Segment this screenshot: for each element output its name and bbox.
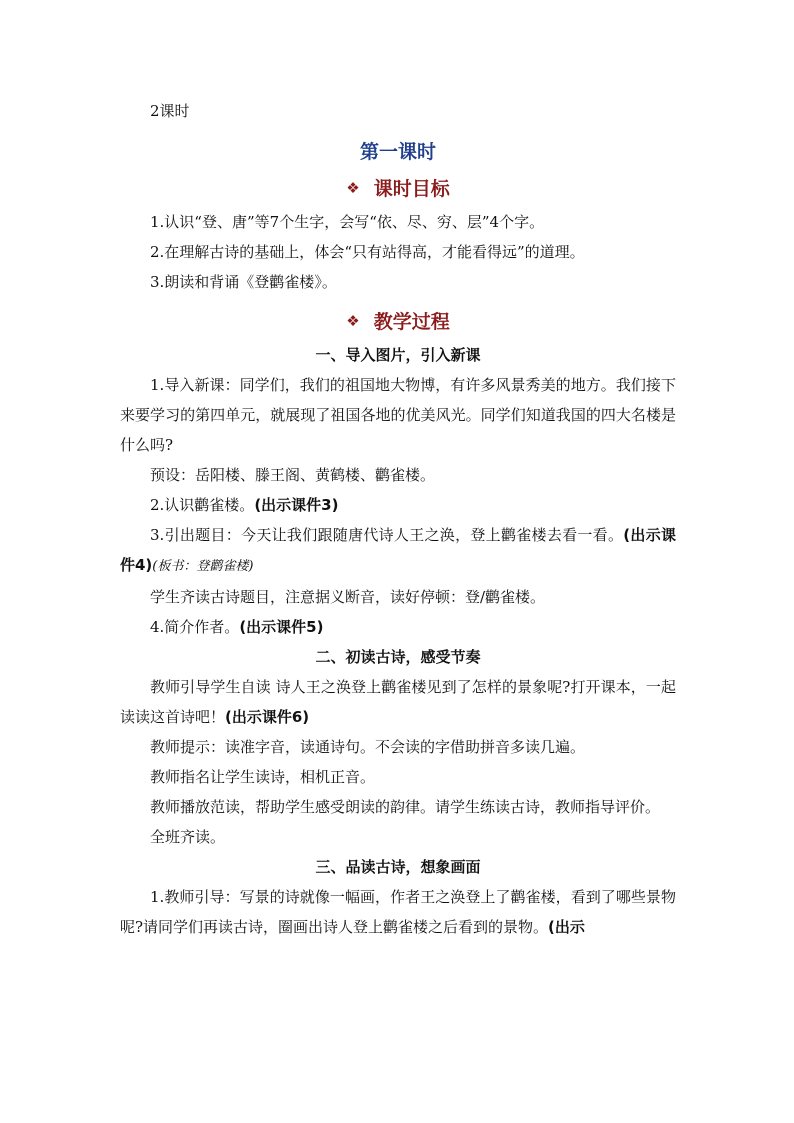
part1-paragraph-5: 学生齐读古诗题目，注意据义断音，读好停顿：登/鹳雀楼。 — [150, 588, 546, 606]
objective-item-2: 2.在理解古诗的基础上，体会“只有站得高，才能看得远”的道理。 — [150, 243, 585, 261]
part2-paragraph-1 — [120, 672, 676, 732]
part1-paragraph-4 — [120, 520, 676, 582]
part1-paragraph-3 — [120, 490, 676, 520]
courseware-ref: (出示课件5) — [239, 618, 324, 636]
part3-title: 三、品读古诗，想象画面 — [315, 858, 481, 876]
part1-paragraph-4-text: 3.引出题目：今天让我们跟随唐代诗人王之涣，登上鹳雀楼去看一看。 — [150, 526, 624, 544]
courseware-ref: (出示课件4) — [120, 526, 676, 574]
diamond-icon: ❖ — [346, 312, 360, 330]
courseware-ref: (出示 — [548, 918, 585, 936]
part1-paragraph-6 — [120, 612, 676, 642]
part2-title: 二、初读古诗，感受节奏 — [315, 648, 481, 666]
part1-paragraph-2: 预设：岳阳楼、滕王阁、黄鹤楼、鹳雀楼。 — [150, 466, 436, 484]
objective-item-3: 3.朗读和背诵《登鹳雀楼》。 — [150, 273, 337, 291]
part1-paragraph-6-text: 4.简介作者。 — [150, 618, 240, 636]
objectives-heading — [120, 170, 676, 207]
part1-paragraph-3-text: 2.认识鹳雀楼。 — [150, 496, 255, 514]
part2-paragraph-1-text: 教师引导学生自读 诗人王之涣登上鹳雀楼见到了怎样的景象呢?打开课本，一起读读这首诗吧！ — [120, 678, 676, 726]
document-page — [120, 96, 676, 942]
part1-paragraph-1: 1.导入新课：同学们，我们的祖国地大物博，有许多风景秀美的地方。我们接下来要学习的第四单元，就展现了祖国各地的优美风光。同学们知道我国的四大名楼是什么吗? — [120, 376, 676, 454]
part3-paragraph-1 — [120, 882, 676, 942]
part3-paragraph-1-text: 1.教师引导：写景的诗就像一幅画，作者王之涣登上了鹳雀楼，看到了哪些景物呢?请同学们再读古诗，圈画出诗人登上鹳雀楼之后看到的景物。 — [120, 888, 676, 936]
objectives-title: 课时目标 — [373, 178, 450, 200]
part2-paragraph-4: 教师播放范读，帮助学生感受朗读的韵律。请学生练读古诗，教师指导评价。 — [150, 798, 661, 816]
courseware-ref: (出示课件3) — [254, 496, 339, 514]
class-hours: 2课时 — [150, 102, 190, 120]
part1-title: 一、导入图片，引入新课 — [315, 346, 481, 364]
lesson-title: 第一课时 — [359, 141, 436, 163]
process-title: 教学过程 — [373, 311, 450, 333]
part2-paragraph-2: 教师提示：读准字音，读通诗句。不会读的字借助拼音多读几遍。 — [150, 738, 586, 756]
diamond-icon: ❖ — [346, 179, 360, 197]
part2-paragraph-3: 教师指名让学生读诗，相机正音。 — [150, 768, 376, 786]
courseware-ref: (出示课件6) — [225, 708, 310, 726]
objective-item-1: 1.认识“登、唐”等7个生字，会写“依、尽、穷、层”4个字。 — [150, 213, 545, 231]
board-note: (板书：登鹳雀楼) — [152, 559, 254, 574]
process-heading — [120, 303, 676, 340]
part2-paragraph-5: 全班齐读。 — [150, 828, 226, 846]
